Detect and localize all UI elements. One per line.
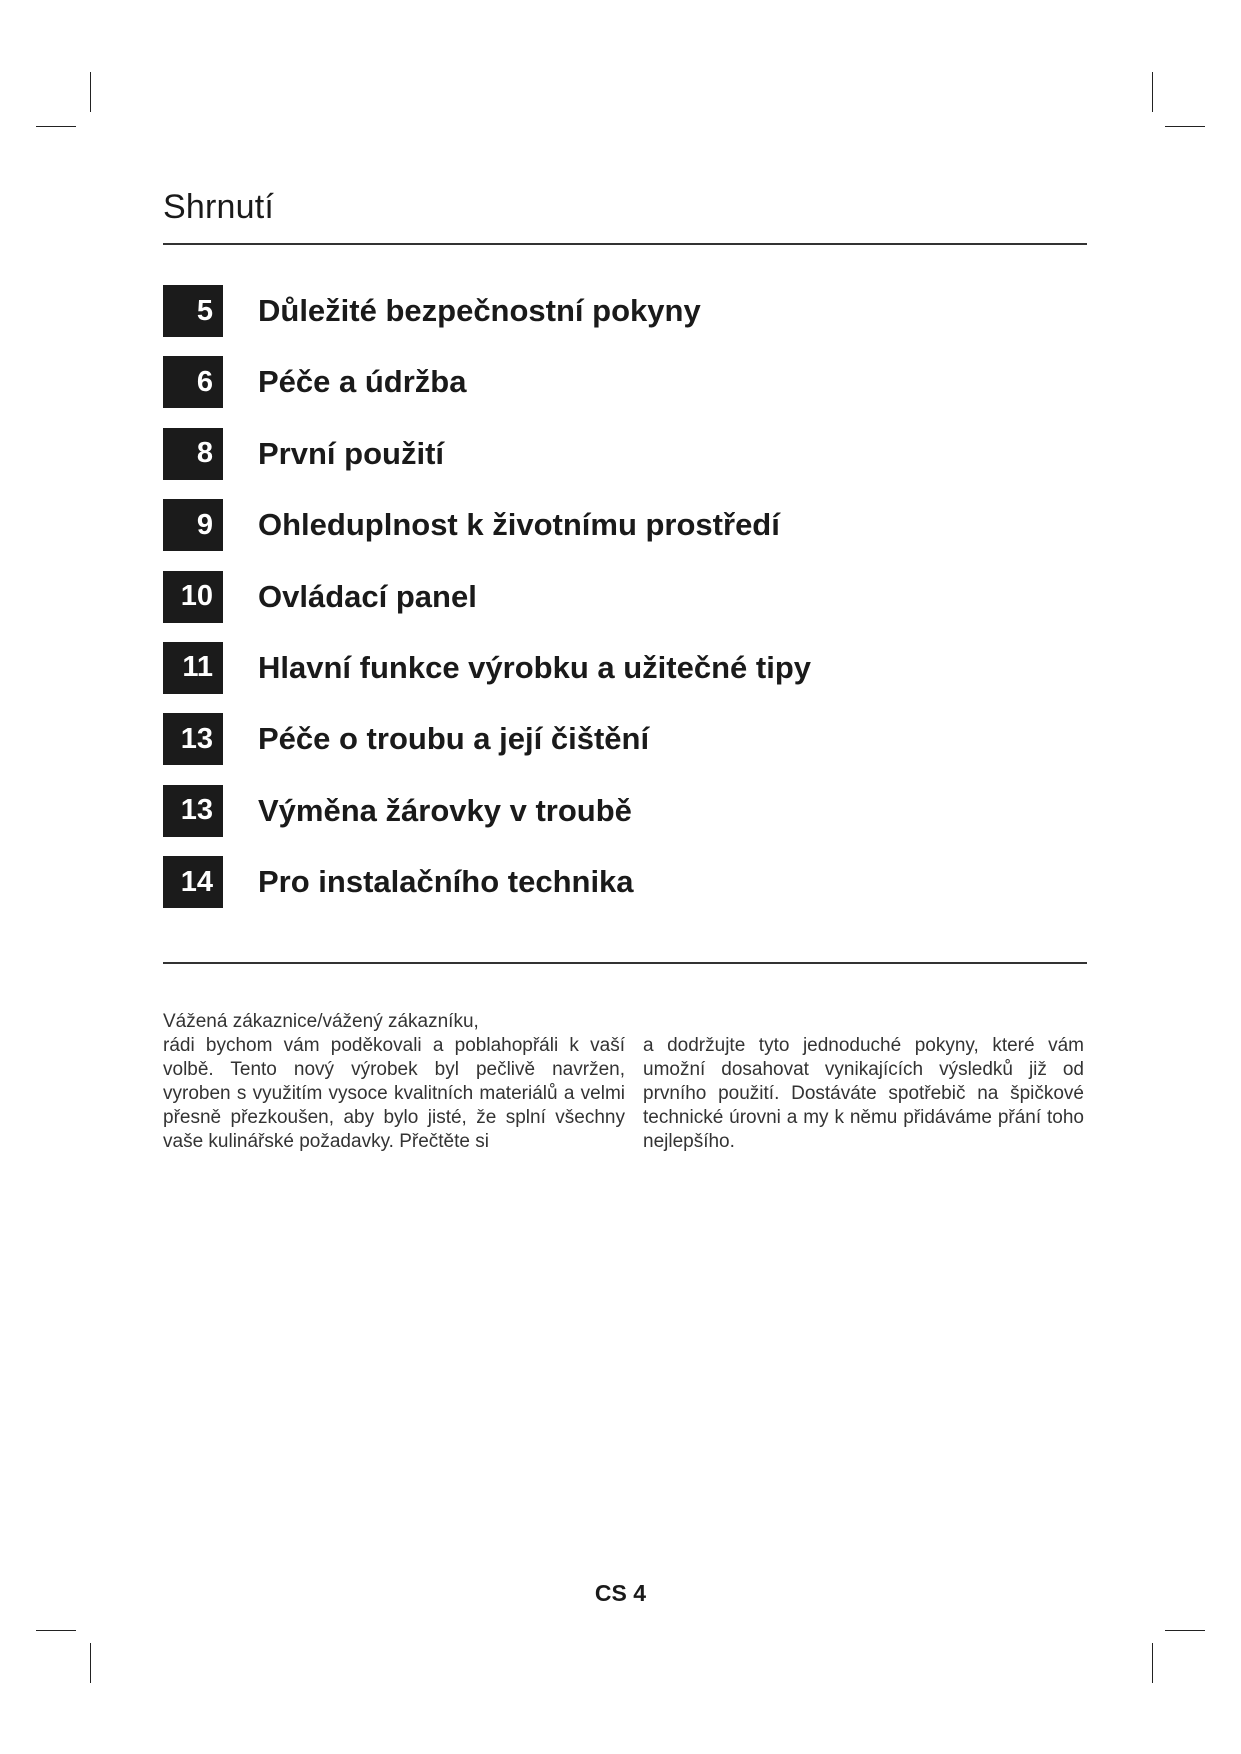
page-number: CS 4 [594,1580,647,1606]
crop-mark-top-left-horizontal [36,126,76,127]
crop-mark-top-right-vertical [1152,72,1153,112]
crop-mark-bottom-right-vertical [1152,1643,1153,1683]
toc-divider [163,962,1087,964]
toc-entry-functions[interactable] [163,642,811,694]
toc-entry-title: Péče o troubu a její čištění [258,721,650,757]
intro-text-right: a dodržujte tyto jednoduché pokyny, které vám umožní dosahovat vynikajících výsledků již od prvního použití. Dostáváte spotřebič na špičkové technické úrovni a my k němu přidáváme přání toho nejlepšího. [643,1035,1084,1152]
toc-page-number: 5 [163,285,223,337]
toc-page-number: 13 [163,713,223,765]
toc-entry-title: Ovládací panel [258,578,477,614]
toc-page-number: 13 [163,785,223,837]
toc-page-number: 9 [163,499,223,551]
toc-entry-safety[interactable] [163,285,811,337]
crop-mark-top-right-horizontal [1165,126,1205,127]
toc-page-number: 10 [163,571,223,623]
toc-entry-installer[interactable] [163,856,811,908]
toc-entry-title: Výměna žárovky v troubě [258,792,632,828]
intro-column-right [643,1034,1084,1154]
crop-mark-bottom-left-vertical [90,1643,91,1683]
page-title: Shrnutí [163,188,275,226]
crop-mark-top-left-vertical [90,72,91,112]
toc-page-number: 11 [163,642,223,694]
title-divider [163,243,1087,245]
table-of-contents [163,285,811,928]
crop-mark-bottom-left-horizontal [36,1630,76,1631]
toc-page-number: 6 [163,356,223,408]
toc-page-number: 14 [163,856,223,908]
toc-entry-title: Ohleduplnost k životnímu prostředí [258,507,780,543]
crop-mark-bottom-right-horizontal [1165,1630,1205,1631]
intro-greeting: Vážená zákaznice/vážený zákazníku, [163,1011,479,1032]
toc-entry-title: Hlavní funkce výrobku a užitečné tipy [258,649,811,685]
toc-entry-care[interactable] [163,356,811,408]
toc-entry-control-panel[interactable] [163,571,811,623]
toc-entry-environment[interactable] [163,499,811,551]
toc-entry-first-use[interactable] [163,428,811,480]
intro-column-left [163,1010,625,1154]
toc-entry-title: Důležité bezpečnostní pokyny [258,293,701,328]
toc-entry-title: Péče a údržba [258,364,467,400]
toc-entry-cleaning[interactable] [163,713,811,765]
toc-entry-lamp[interactable] [163,785,811,837]
toc-page-number: 8 [163,428,223,480]
toc-entry-title: První použití [258,435,444,471]
toc-entry-title: Pro instalačního technika [258,864,634,900]
intro-text-left: rádi bychom vám poděkovali a poblahopřáli k vaší volbě. Tento nový výrobek byl pečlivě navržen, vyroben s využitím vysoce kvalitních materiálů a velmi přesně přezkoušen, aby bylo jisté, že splní všechny vaše kulinářské požadavky. Přečtěte si [163,1035,625,1152]
